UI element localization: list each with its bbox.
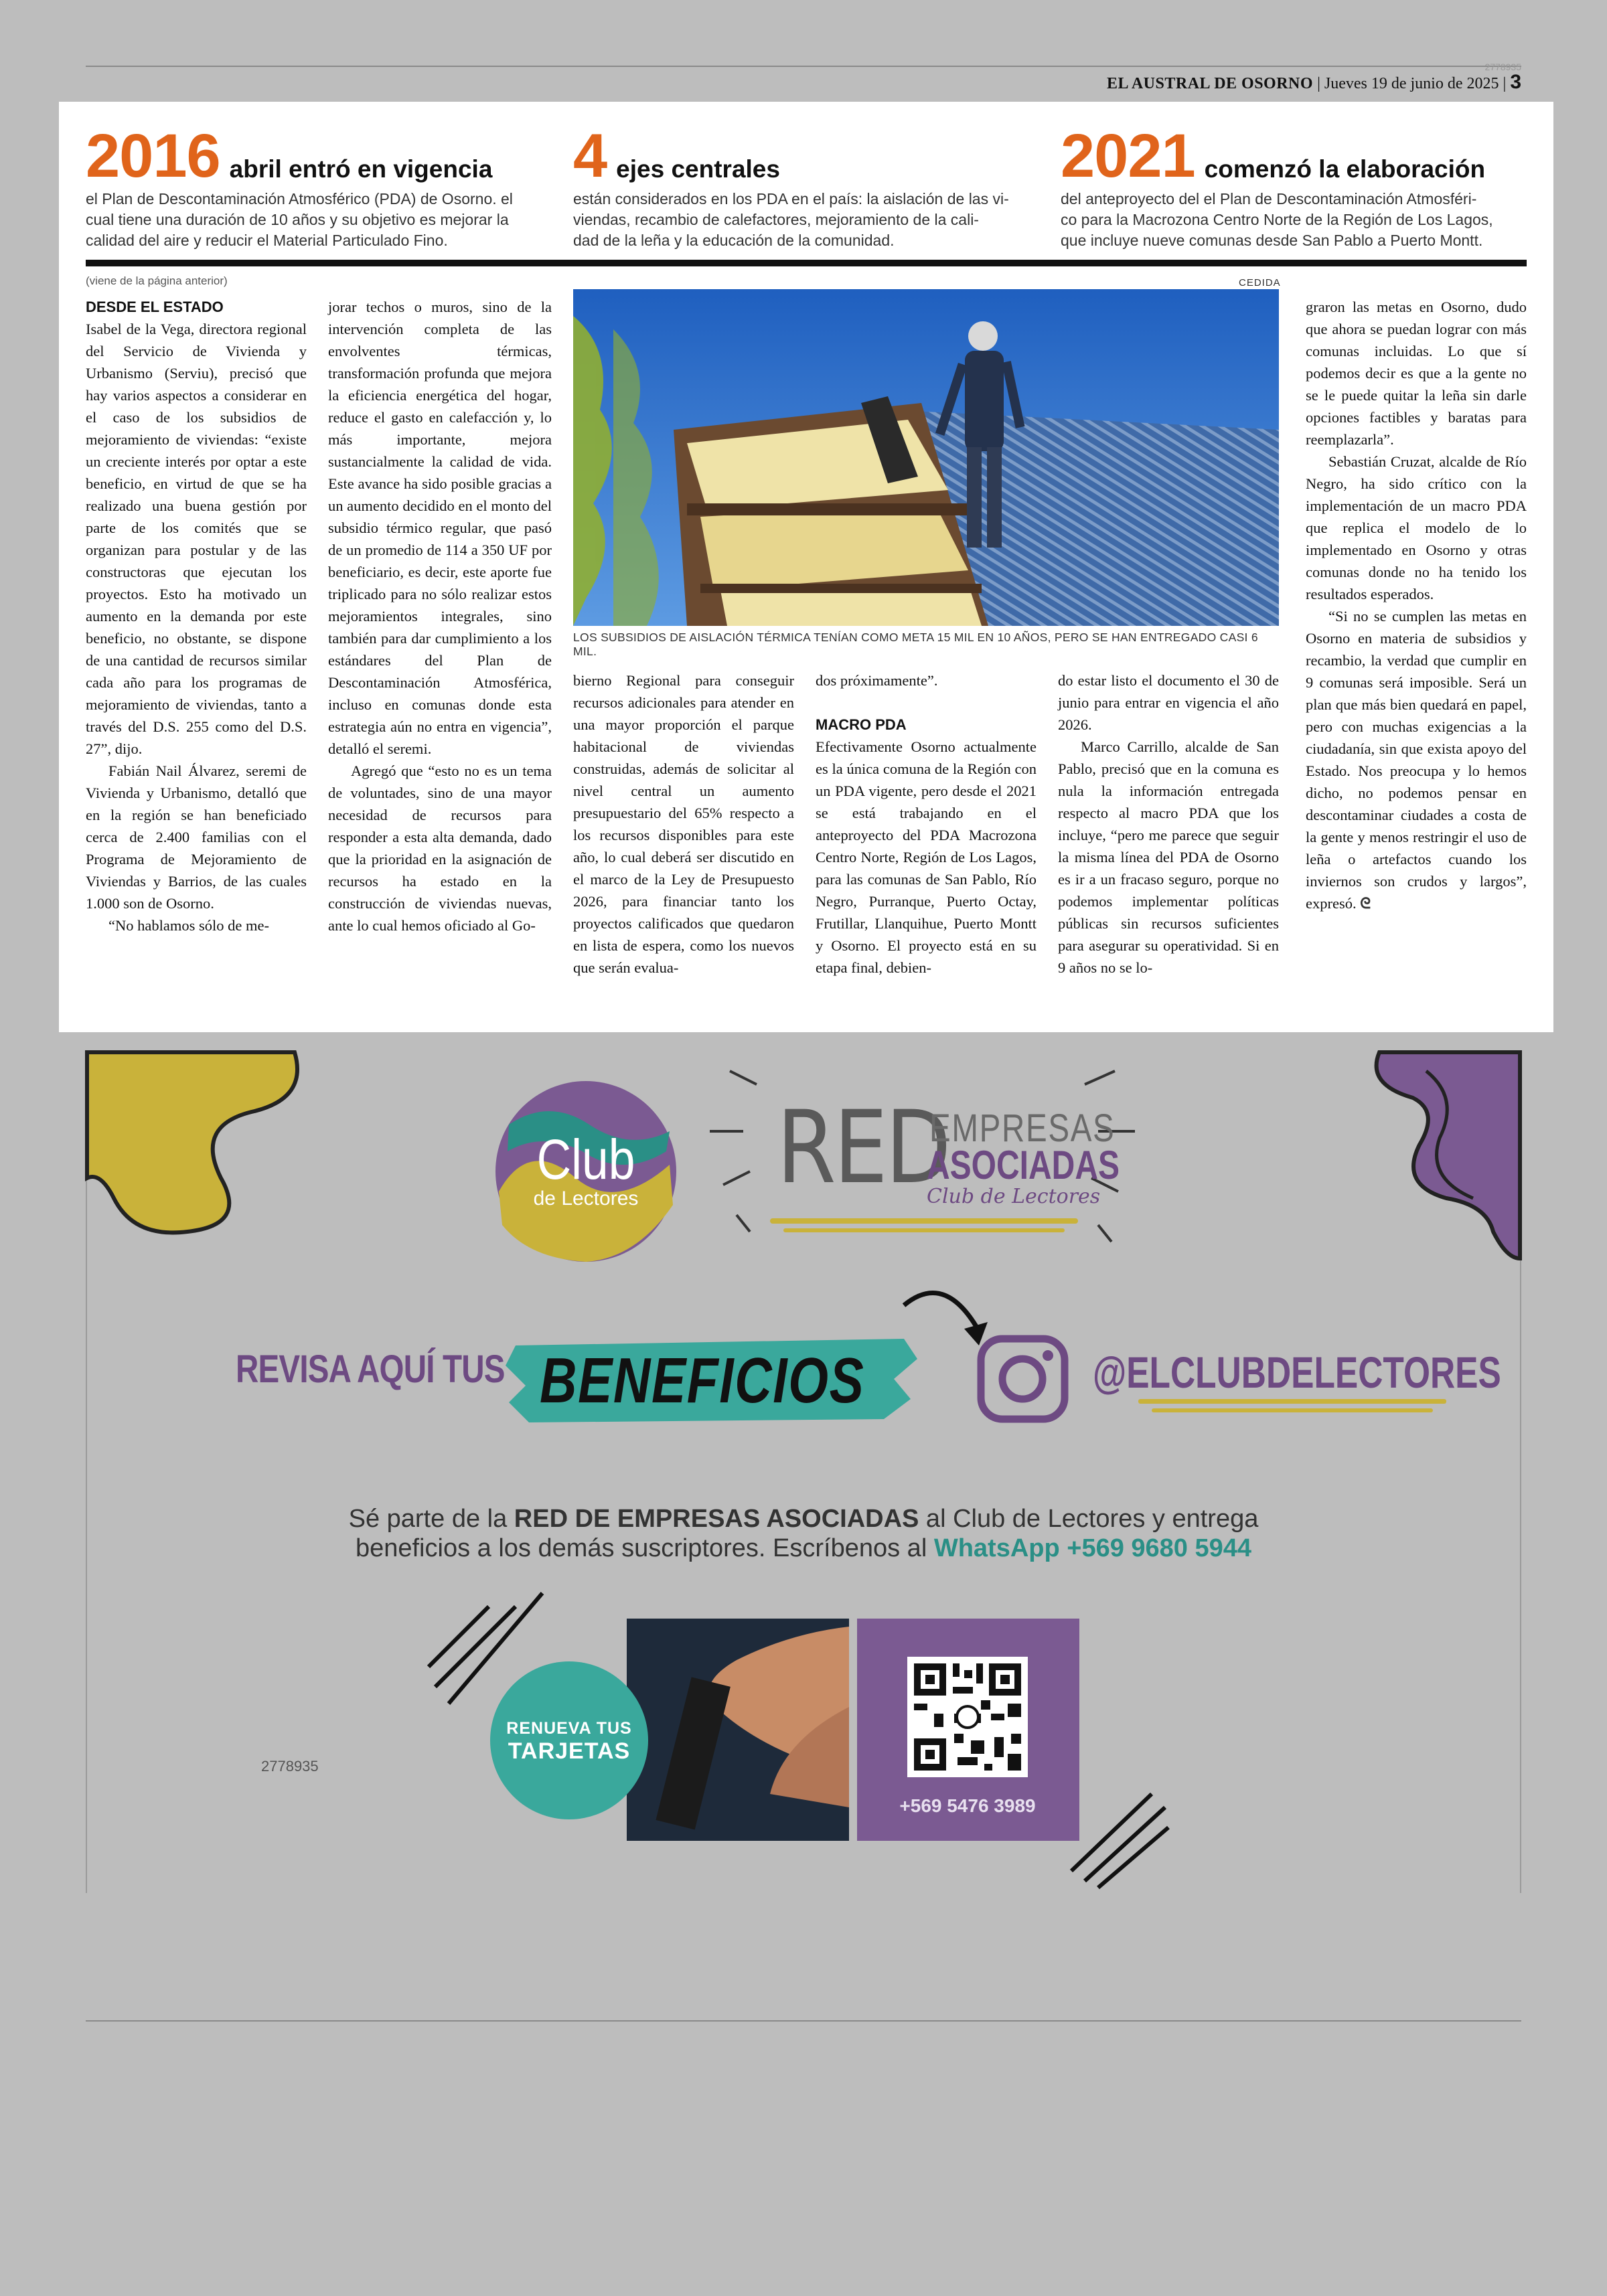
qr-code-icon [907, 1657, 1028, 1777]
fact-heading: comenzó la elaboración [1204, 155, 1486, 183]
paragraph: “No hablamos sólo de me- [108, 917, 269, 934]
arrow-icon [904, 1293, 978, 1329]
fact-line: del anteproyecto del el Plan de Descontaminación Atmosféri- [1061, 190, 1477, 208]
fact-number: 2016 [86, 122, 220, 190]
purple-blob-decoration [1377, 1052, 1520, 1258]
paragraph: Efectivamente Osorno actualmente es la única comuna de la Región con un PDA vigente, pero desde el 2021 se está trabajando en el anteproyecto del PDA Macrozona Centro Norte, Región de Los Lagos, para las comunas de San Pablo, Río Negro, Purranque, Puerto Octay, Frutillar, Llanquihue, Puerto Montt y Osorno. El proyecto está en su etapa final, debien- [816, 738, 1037, 976]
instagram-icon [981, 1339, 1065, 1419]
fact-line: viendas, recambio de calefactores, mejoramiento de la cali- [573, 211, 979, 228]
club-script-word: Club de Lectores [927, 1185, 1101, 1208]
paragraph: dos próximamente”. [816, 672, 938, 689]
subhead-macro-pda: MACRO PDA [816, 716, 907, 733]
photo-caption: LOS SUBSIDIOS DE AISLACIÓN TÉRMICA TENÍAN COMO META 15 MIL EN 10 AÑOS, PERO SE HAN ENTREGADO CASI 6 MIL. [573, 631, 1258, 658]
renueva-line: RENUEVA TUS [506, 1719, 632, 1738]
fact-line: están considerados en los PDA en el país: la aislación de las vi- [573, 190, 1009, 208]
bottom-rule [86, 2020, 1521, 2022]
ad-body-line-2 [0, 1534, 1607, 1563]
fact-line: cual tiene una duración de 10 años y su objetivo es mejorar la [86, 211, 509, 228]
page-number: 3 [1510, 71, 1521, 93]
fact-number: 2021 [1061, 122, 1195, 190]
revisa-text: REVISA AQUÍ TUS [236, 1347, 505, 1391]
asociadas-word: ASOCIADAS [927, 1143, 1120, 1187]
paragraph: bierno Regional para conseguir recursos adicionales para atender en una mayor proporción el parque habitacional de viviendas construidas, además de solicitar al nivel central un aumento presupuestario del 65% respecto a los recursos disponibles para este año, lo cual deberá ser discutido en el marco de la Ley de Presupuesto 2026, para financiar tanto los proyectos calificados que quedaron en lista de espera, como los nuevos que serán evalua- [573, 672, 794, 976]
renueva-badge-text [490, 1719, 648, 1765]
paragraph-text: “Si no se cumplen las metas en Osorno en materia de subsidios y recambio, la verdad que cumplir en 9 comunas será imposible. Será un plan que más bien quedará en papel, pero con muchas exigencias a la ciudadanía, sin que exista apoyo del Estado. Nos preocupa y lo hemos dicho, no podemos pensar en descontaminar ciudades a costa de la gente y menos restringir el uso de leña o artefactos cuando los inviernos son crudos y largos”, expresó. [1306, 608, 1527, 912]
fact-heading: abril entró en vigencia [229, 155, 493, 183]
ad-text-run: al Club de Lectores y entrega [919, 1505, 1259, 1533]
issue-date: Jueves 19 de junio de 2025 [1324, 75, 1499, 92]
paragraph: Marco Carrillo, alcalde de San Pablo, precisó que en la comuna es nula la información entregada respecto al macro PDA que los incluye, “pero me parece que seguir la misma línea del PDA de Osorno es ir a un fracaso seguro, porque no podemos implementar políticas públicas sin recursos suficientes para asegurar su operatividad. Si en 9 años no se lo- [1058, 738, 1279, 976]
de-lectores-word: de Lectores [533, 1187, 639, 1210]
ad-text-bold: RED DE EMPRESAS ASOCIADAS [514, 1505, 919, 1533]
paragraph: do estar listo el documento el 30 de junio para entrar en vigencia el año 2026. [1058, 672, 1279, 733]
paper-name: EL AUSTRAL DE OSORNO [1106, 75, 1314, 92]
empresas-word: EMPRESAS [929, 1106, 1116, 1150]
fact-heading: ejes centrales [616, 155, 780, 183]
ad-id: 2778935 [261, 1758, 319, 1775]
masthead-sep: | [1317, 75, 1324, 92]
fact-line: que incluye nueve comunas desde San Pablo a Puerto Montt. [1061, 232, 1483, 249]
club-logo-text [495, 1128, 676, 1210]
paragraph: jorar techos o muros, sino de la intervención completa de las envolventes térmicas, transformación profunda que mejora la eficiencia energética del hogar, reduce el gasto en calefacción y, lo más importante, mejora sustancialmente la calidad de vida. Este avance ha sido posible gracias a un aumento decidido en el monto del subsidio térmico regular, que pasó de un promedio de 114 a 350 UF por beneficiario, es decir, este aporte fue triplicado para no sólo realizar estos mejoramientos integrales, sino también para dar cumplimiento a los estándares del Plan de Descontaminación Atmosférica, incluso en comunas donde esta estrategia aún no entra en vigencia”, detalló el seremi. [328, 299, 552, 757]
paragraph: Sebastián Cruzat, alcalde de Río Negro, ha sido crítico con la implementación de un macro PDA que replica el modelo de lo implementado en Osorno y otras comunas donde no ha tenido los resultados esperados. [1306, 453, 1527, 602]
club-word: Club [536, 1128, 635, 1191]
paragraph: Fabián Nail Álvarez, seremi de Vivienda y Urbanismo, detalló que en la región se han beneficiado cerca de 2.400 familias con el Programa de Mejoramiento de Viviendas y Barrios, de las cuales 1.000 son de Osorno. [86, 762, 307, 912]
continued-note: (viene de la página anterior) [86, 274, 228, 287]
end-of-article-icon: ᘓ [1360, 895, 1371, 912]
fact-line: el Plan de Descontaminación Atmosférico (PDA) de Osorno. el [86, 190, 513, 208]
fact-line: calidad del aire y reducir el Material Particulado Fino. [86, 232, 448, 249]
photo-credit: CEDIDA [1239, 277, 1281, 289]
paragraph: graron las metas en Osorno, dudo que ahora se puedan lograr con más comunas incluidas. Lo que sí podemos decir es que a la gente no se le puede quitar la leña sin darle opciones factibles y baratas para reemplazarla”. [1306, 299, 1527, 448]
ad-text-run: beneficios a los demás suscriptores. Escríbenos al [355, 1534, 934, 1562]
mustard-underline [770, 1218, 1078, 1224]
fact-line: dad de la leña y la educación de la comunidad. [573, 232, 895, 249]
instagram-handle[interactable]: @ELCLUBDELECTORES [1093, 1347, 1501, 1397]
fact-line: co para la Macrozona Centro Norte de la Región de Los Lagos, [1061, 211, 1493, 228]
ad-text-run: Sé parte de la [348, 1505, 514, 1533]
qr-phone-number[interactable]: +569 5476 3989 [899, 1795, 1036, 1816]
page-code: 2778935 [1484, 62, 1521, 72]
yellow-blob-decoration [87, 1052, 297, 1232]
tarjetas-line: TARJETAS [508, 1738, 631, 1764]
card-photo [627, 1619, 849, 1841]
paragraph: Isabel de la Vega, directora regional del Servicio de Vivienda y Urbanismo (Serviu), precisó que hay varios aspectos a considerar en el caso de los subsidios de mejoramiento de viviendas: “existe un creciente interés por optar a este beneficio, en virtud de que se ha realizado una buena gestión por parte de los comités que se organizan para postular y de las constructoras que ejecutan los proyectos. Esto ha motivado un aumento en la demanda por este beneficio, no obstante, se dispone de una cantidad de recursos similar cada año para los programas de mejoramiento de viviendas, tanto a través del D.S. 255 como del D.S. 27”, dijo. [86, 321, 307, 757]
subhead-desde-el-estado: DESDE EL ESTADO [86, 299, 224, 315]
masthead-sep: | [1503, 75, 1511, 92]
red-word: RED [777, 1090, 949, 1206]
beneficios-text: BENEFICIOS [540, 1345, 865, 1416]
fact-number: 4 [573, 122, 607, 190]
whatsapp-number[interactable]: WhatsApp +569 9680 5944 [933, 1534, 1252, 1562]
paragraph: Agregó que “esto no es un tema de voluntades, sino de una mayor necesidad de recursos para responder a esta alta demanda, dado que la prioridad en la asignación de recursos ha estado en la construcción de viviendas nuevas, ante lo cual hemos oficiado al Go- [328, 762, 552, 934]
ad-body-line-1 [0, 1505, 1607, 1534]
